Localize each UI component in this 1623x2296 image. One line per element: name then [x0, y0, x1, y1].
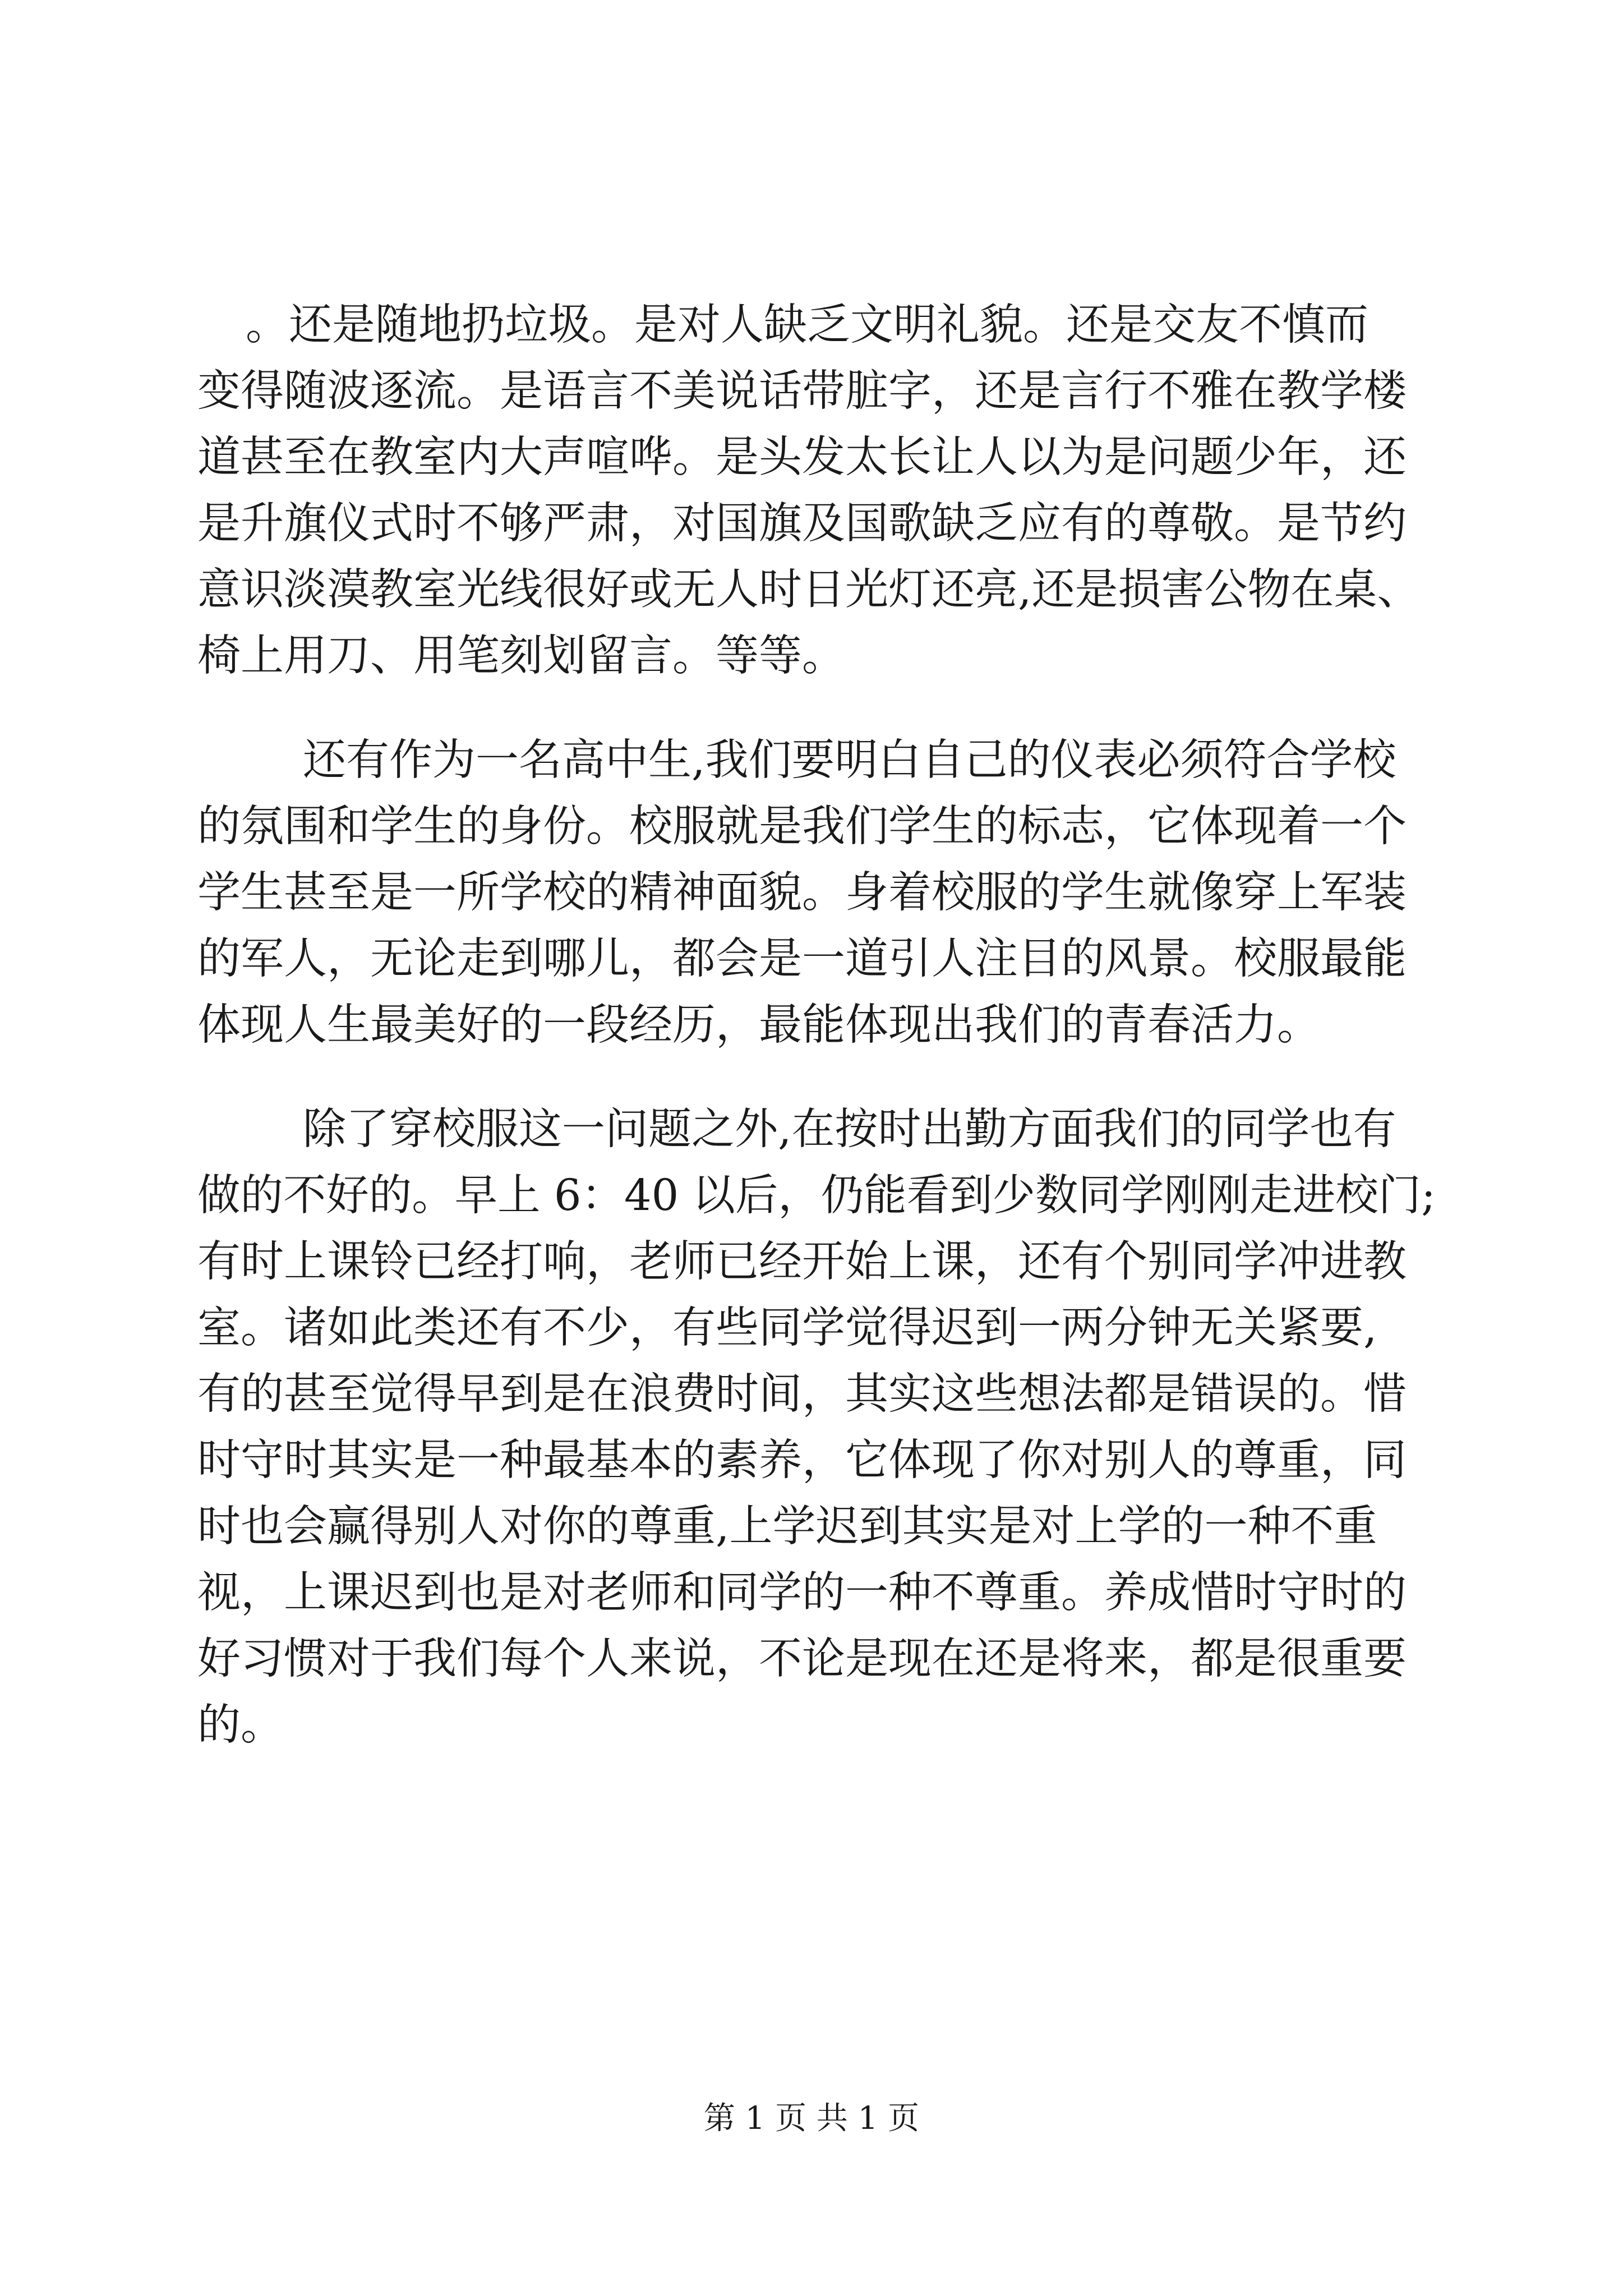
- text-line-content: 还有作为一名高中生,我们要明白自己的仪表必须符合学校: [303, 735, 1396, 785]
- text-line: [0, 1228, 1623, 1296]
- text-line: [0, 1162, 1623, 1230]
- text-line-content: 做的不好的。早上 6：40 以后，仍能看到少数同学刚刚走进校门;: [197, 1171, 1436, 1221]
- text-line-content: 椅上用刀、用笔刻划留言。等等。: [197, 631, 845, 681]
- text-line-content: 是升旗仪式时不够严肃，对国旗及国歌缺乏应有的尊敬。是节约: [197, 499, 1407, 549]
- text-line-content: 有时上课铃已经打响，老师已经开始上课，还有个别同学冲进教: [197, 1237, 1407, 1287]
- text-line-content: 视，上课迟到也是对老师和同学的一种不尊重。养成惜时守时的: [197, 1568, 1407, 1618]
- text-line-content: 的军人，无论走到哪儿，都会是一道引人注目的风景。校服最能: [197, 934, 1407, 984]
- text-line: [0, 727, 1623, 794]
- text-line-content: 好习惯对于我们每个人来说，不论是现在还是将来，都是很重要: [197, 1634, 1407, 1684]
- text-line: [0, 926, 1623, 993]
- text-line: [0, 556, 1623, 624]
- text-line: [0, 490, 1623, 558]
- text-line: [0, 859, 1623, 927]
- text-line: [0, 1626, 1623, 1693]
- text-line-content: 的氛围和学生的身份。校服就是我们学生的标志，它体现着一个: [197, 802, 1407, 852]
- text-line: [0, 1096, 1623, 1163]
- text-line-content: 时也会赢得别人对你的尊重,上学迟到其实是对上学的一种不重: [197, 1502, 1377, 1552]
- text-line-content: 变得随波逐流。是语言不美说话带脏字，还是言行不雅在教学楼: [197, 366, 1407, 416]
- text-line: [0, 292, 1623, 359]
- text-line: [0, 424, 1623, 491]
- text-line: [0, 1295, 1623, 1362]
- text-line-content: 。还是随地扔垃圾。是对人缺乏文明礼貌。还是交友不慎而: [246, 300, 1368, 350]
- text-line: [0, 1559, 1623, 1627]
- text-line: [0, 992, 1623, 1059]
- text-line: [0, 358, 1623, 425]
- text-line-content: 除了穿校服这一问题之外,在按时出勤方面我们的同学也有: [303, 1105, 1396, 1154]
- text-line: [0, 623, 1623, 690]
- text-line-content: 时守时其实是一种最基本的素养，它体现了你对别人的尊重，同: [197, 1435, 1407, 1485]
- text-line-content: 意识淡漠教室光线很好或无人时日光灯还亮,还是损害公物在桌、: [197, 565, 1421, 615]
- text-line-content: 学生甚至是一所学校的精神面貌。身着校服的学生就像穿上军装: [197, 868, 1407, 918]
- text-line-content: 体现人生最美好的一段经历，最能体现出我们的青春活力。: [197, 1000, 1320, 1050]
- text-line-content: 道甚至在教室内大声喧哗。是头发太长让人以为是问题少年，还: [197, 432, 1407, 482]
- page-footer: 第 1 页 共 1 页: [703, 2100, 920, 2137]
- text-line: [0, 793, 1623, 861]
- text-line-content: 的。: [197, 1700, 284, 1750]
- text-line: [0, 1427, 1623, 1494]
- text-line: [0, 1493, 1623, 1561]
- text-line: [0, 1692, 1623, 1759]
- text-line-content: 室。诸如此类还有不少，有些同学觉得迟到一两分钟无关紧要,: [197, 1303, 1377, 1353]
- text-line: [0, 1361, 1623, 1428]
- text-line-content: 有的甚至觉得早到是在浪费时间，其实这些想法都是错误的。惜: [197, 1369, 1407, 1419]
